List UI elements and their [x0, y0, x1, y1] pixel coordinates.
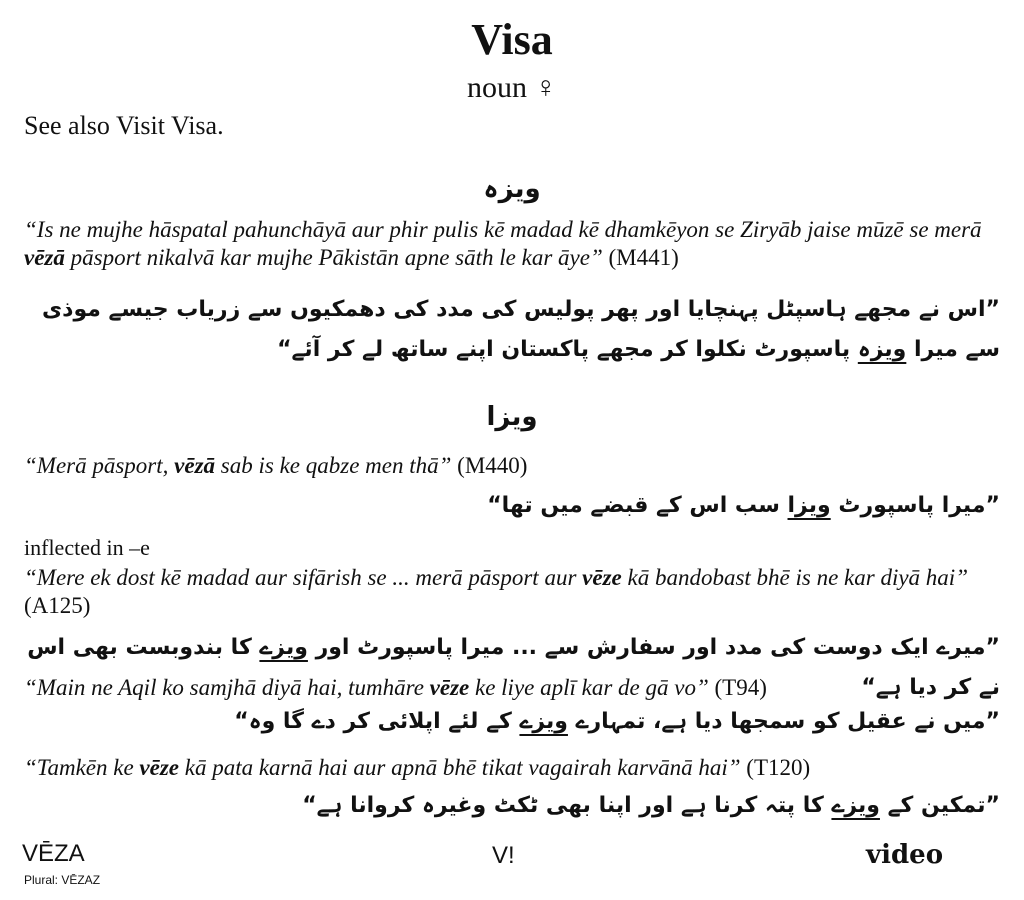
urdu-heading-1: ویزہ	[483, 174, 541, 204]
example-text: “Merā pāsport,	[24, 453, 175, 478]
urdu-text: کا بندوبست بھی اس نے کر دیا ہے“	[27, 635, 1000, 700]
urdu-keyword: ویزے	[831, 793, 880, 818]
word-link[interactable]: VĒZA	[22, 840, 85, 867]
example-keyword: vēze	[429, 675, 470, 700]
urdu-text: کا پتہ کرنا ہے اور اپنا بھی ٹکٹ وغیرہ کروانا ہے“	[302, 793, 832, 818]
example-text: kā bandobast bhē is ne kar diyā hai”	[621, 565, 968, 590]
inflection-label: inflected in –e	[24, 535, 150, 560]
urdu-keyword: ویزا	[787, 493, 831, 518]
example-text: kā pata karnā hai aur apnā bhē tikat vagairah karvānā hai”	[179, 755, 741, 780]
example-text: sab is ke qabze men thā”	[215, 453, 452, 478]
example-text: “Main ne Aqil ko samjhā diyā hai, tumhāre	[24, 675, 430, 700]
example-text: ke liye aplī kar de gā vo”	[469, 675, 709, 700]
example-source: (T120)	[740, 755, 811, 780]
example-text: “Is ne mujhe hāspatal pahunchāyā aur phir pulis kē madad kē dhamkēyon se Ziryāb jaise mūzē se merā	[24, 217, 982, 242]
example-3-roman	[24, 564, 1000, 620]
example-source: (T94)	[708, 675, 767, 700]
example-5-roman	[24, 754, 1000, 782]
example-2-urdu	[24, 486, 1000, 526]
example-5-urdu	[24, 786, 1000, 826]
page-title: Visa	[471, 15, 553, 64]
plural-label: Plural: VĒZAZ	[24, 873, 101, 887]
example-keyword: vēze	[582, 565, 622, 590]
urdu-keyword: ویزے	[519, 709, 568, 734]
urdu-keyword: ویزے	[259, 635, 308, 660]
urdu-heading-2: ویزا	[486, 402, 538, 432]
example-4-roman	[24, 674, 1000, 702]
urdu-text: ”اس نے مجھے ہاسپٹل پہنچایا اور پھر پولیس کی مدد کی دھمکیوں سے زریاب جیسے موذی سے میرا	[41, 297, 1000, 362]
example-keyword: vēzā	[174, 453, 216, 478]
video-link[interactable]: video	[866, 840, 944, 870]
example-4-urdu	[24, 702, 1000, 742]
urdu-text: ”میرے ایک دوست کی مدد اور سفارش سے ... میرا پاسپورٹ اور	[307, 635, 1000, 660]
urdu-text: کے لئے اپلائی کر دے گا وہ“	[234, 709, 520, 734]
example-1-urdu	[24, 290, 1000, 370]
example-2-roman	[24, 452, 1000, 480]
urdu-text: ”میرا پاسپورٹ	[830, 493, 1000, 518]
example-source: (M440)	[451, 453, 528, 478]
example-source: (M441)	[602, 245, 679, 270]
urdu-text: پاسپورٹ نکلوا کر مجھے پاکستان اپنے ساتھ لے کر آئے“	[277, 337, 858, 362]
example-keyword: vēzā	[24, 245, 65, 270]
see-also-link[interactable]: See also Visit Visa.	[24, 111, 224, 140]
example-source: (A125)	[24, 593, 91, 618]
example-text: “Mere ek dost kē madad aur sifārish se ... merā pāsport aur	[24, 565, 583, 590]
example-text: “Tamkēn ke	[24, 755, 140, 780]
urdu-text: ”تمکین کے	[879, 793, 1000, 818]
urdu-keyword: ویزہ	[857, 337, 907, 362]
example-text: pāsport nikalvā kar mujhe Pākistān apne sāth le kar āye”	[64, 245, 603, 270]
urdu-text: سب اس کے قبضے میں تھا“	[487, 493, 788, 518]
example-1-roman	[24, 216, 1000, 272]
urdu-text: ”میں نے عقیل کو سمجھا دیا ہے، تمہارے	[567, 709, 1000, 734]
example-keyword: vēze	[139, 755, 179, 780]
part-of-speech: noun ♀	[467, 71, 557, 104]
v-link[interactable]: V!	[492, 842, 515, 869]
